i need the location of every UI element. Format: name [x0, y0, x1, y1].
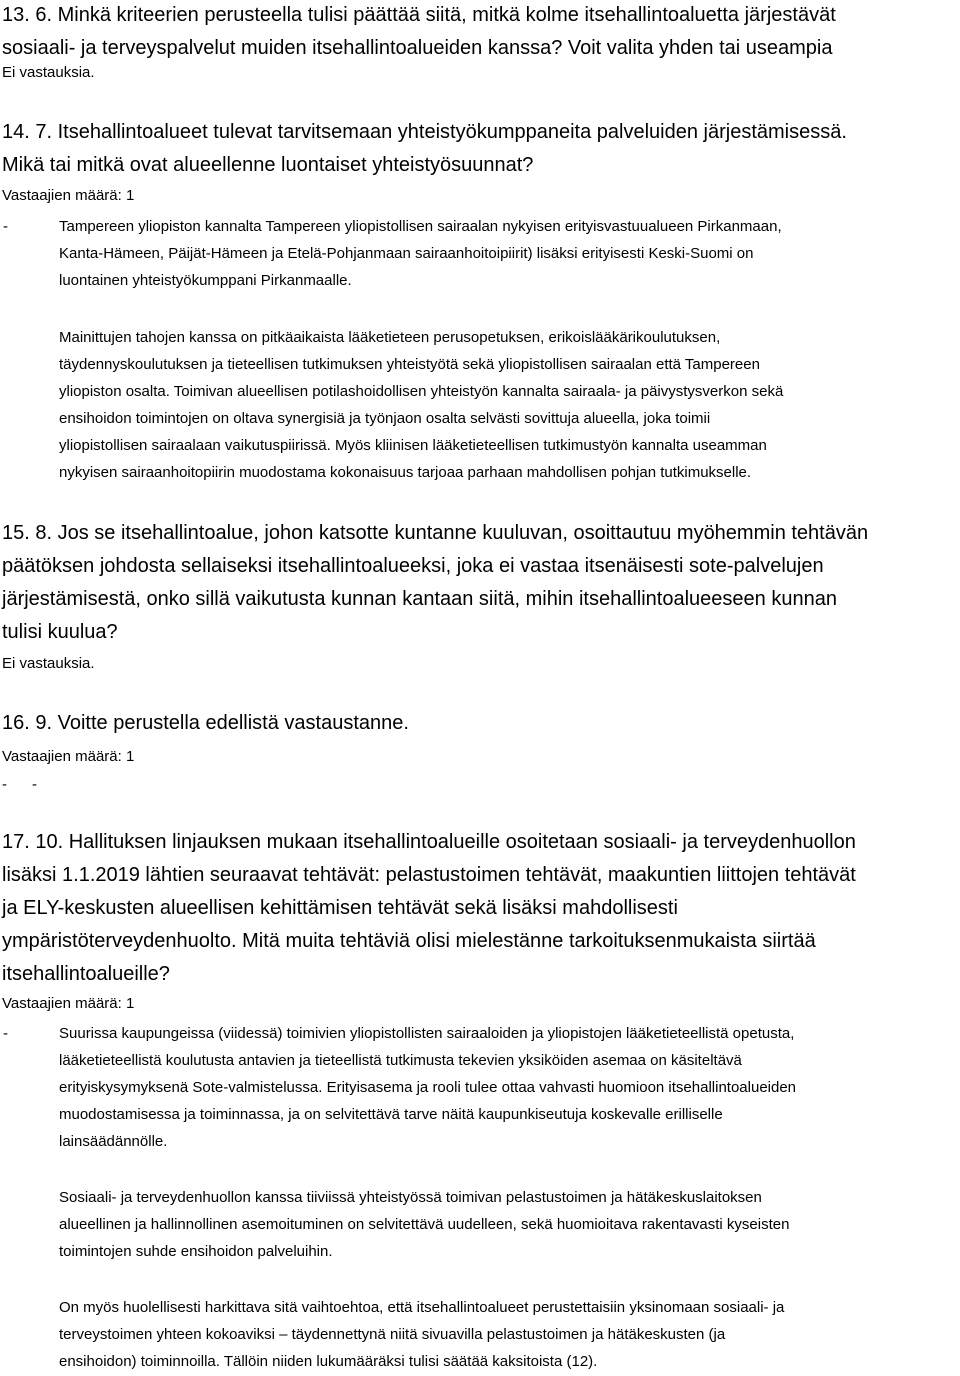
answer-line: Mainittujen tahojen kanssa on pitkäaikaista lääketieteen perusopetuksen, erikoislääkärikoulutuksen,: [59, 329, 721, 346]
answer-line: terveystoimen yhteen kokoaviksi – täydennettynä niitä sivuavilla pelastustoimen ja hätäkeskusten (ja: [59, 1326, 726, 1343]
question-line: 16. 9. Voitte perustella edellistä vastaustanne.: [2, 712, 409, 734]
answer-line: Suurissa kaupungeissa (viidessä) toimivien yliopistollisten sairaaloiden ja yliopistojen lääketieteellistä opetusta,: [59, 1025, 795, 1042]
question-15-heading: [2, 517, 952, 649]
answer-line: ensihoidon) toiminnoilla. Tällöin niiden lukumääräksi tulisi säätää kaksitoista (12).: [59, 1353, 598, 1370]
answer-line: yliopiston osalta. Toimivan alueellisen potilashoidollisen yhteistyön kannalta sairaala- ja päivystysverkon sekä: [59, 383, 784, 400]
answer-paragraph: [59, 1020, 796, 1155]
question-line: ympäristöterveydenhuolto. Mitä muita tehtäviä olisi mielestänne tarkoituksenmukaista siirtää: [2, 930, 816, 952]
question-line: päätöksen johdosta sellaiseksi itsehallintoalueeksi, joka ei vastaa itsenäisesti sote-palvelujen: [2, 555, 824, 577]
answer-line: nykyisen sairaanhoitopiirin muodostama kokonaisuus tarjoaa parhaan mahdollisen pohjan tutkimukselle.: [59, 464, 752, 481]
answer-paragraph: [59, 213, 782, 294]
answer-line: ensihoidon toimintojen on oltava synergisiä ja työnjaon osalta selvästi sovittuja alueella, joka toimii: [59, 410, 711, 427]
question-line: ja ELY-keskusten alueellisen kehittämisen tehtävät sekä lisäksi mahdollisesti: [2, 897, 678, 919]
respondent-count: Vastaajien määrä: 1: [2, 995, 135, 1012]
empty-answer: - -: [2, 776, 37, 793]
answer-dash: -: [3, 218, 8, 235]
question-line: tulisi kuulua?: [2, 621, 118, 643]
answer-line: yliopistollisen sairaalaan vaikutuspiirissä. Myös kliinisen lääketieteellisen tutkimustyön kannalta useamman: [59, 437, 767, 454]
respondent-count: Vastaajien määrä: 1: [2, 748, 135, 765]
answer-line: On myös huolellisesti harkittava sitä vaihtoehtoa, että itsehallintoalueet perustettaisiin yksinomaan sosiaali- ja: [59, 1299, 785, 1316]
answer-line: lainsäädännölle.: [59, 1133, 168, 1150]
answer-paragraph: [59, 1294, 784, 1375]
question-line: Mikä tai mitkä ovat alueellenne luontaiset yhteistyösuunnat?: [2, 154, 534, 176]
no-answers-status: Ei vastauksia.: [2, 64, 95, 81]
answer-line: Tampereen yliopiston kannalta Tampereen yliopistollisen sairaalan nykyisen erityisvastuualueen Pirkanmaan,: [59, 218, 782, 235]
answer-line: muodostamisessa ja toiminnassa, ja on selvitettävä tarve näitä kaupunkiseutuja koskevalle erilliselle: [59, 1106, 723, 1123]
no-answers-status: Ei vastauksia.: [2, 655, 95, 672]
question-13-heading: [2, 0, 952, 65]
question-line: 13. 6. Minkä kriteerien perusteella tulisi päättää siitä, mitkä kolme itsehallintoaluetta järjestävät: [2, 4, 836, 26]
answer-paragraph: [59, 324, 783, 486]
question-line: 14. 7. Itsehallintoalueet tulevat tarvitsemaan yhteistyökumppaneita palveluiden järjestämisessä.: [2, 121, 847, 143]
question-line: lisäksi 1.1.2019 lähtien seuraavat tehtävät: pelastustoimen tehtävät, maakuntien liittojen tehtävät: [2, 864, 856, 886]
question-line: 15. 8. Jos se itsehallintoalue, johon katsotte kuntanne kuuluvan, osoittautuu myöhemmin tehtävän: [2, 522, 869, 544]
answer-line: erityiskysymyksenä Sote-valmistelussa. Erityisasema ja rooli tulee ottaa vahvasti huomioon itsehallintoalueiden: [59, 1079, 797, 1096]
answer-line: luontainen yhteistyökumppani Pirkanmaalle.: [59, 272, 352, 289]
answer-paragraph: [59, 1184, 789, 1265]
answer-line: Sosiaali- ja terveydenhuollon kanssa tiiviissä yhteistyössä toimivan pelastustoimen ja hätäkeskuslaitoksen: [59, 1189, 762, 1206]
respondent-count: Vastaajien määrä: 1: [2, 187, 135, 204]
question-line: itsehallintoalueille?: [2, 963, 170, 985]
answer-dash: -: [3, 1025, 8, 1042]
answer-line: täydennyskoulutuksen ja tieteellisen tutkimuksen yhteistyötä sekä yliopistollisen sairaalan että Tampereen: [59, 356, 760, 373]
question-16-heading: [2, 707, 952, 740]
question-14-heading: [2, 116, 952, 182]
answer-line: alueellinen ja hallinnollinen asemoituminen on selvitettävä uudelleen, sekä huomioitava rakentavasti kyseisten: [59, 1216, 790, 1233]
answer-line: toimintojen suhde ensihoidon palveluihin.: [59, 1243, 333, 1260]
question-line: sosiaali- ja terveyspalvelut muiden itsehallintoalueiden kanssa? Voit valita yhden tai useampia: [2, 37, 833, 59]
question-17-heading: [2, 826, 952, 991]
answer-line: lääketieteellistä koulutusta antavien ja tieteellistä tutkimusta tekevien yksiköiden asemaa on käsiteltävä: [59, 1052, 742, 1069]
answer-line: Kanta-Hämeen, Päijät-Hämeen ja Etelä-Pohjanmaan sairaanhoitoipiirit) lisäksi erityisesti Keski-Suomi on: [59, 245, 754, 262]
question-line: järjestämisestä, onko sillä vaikutusta kunnan kantaan siitä, mihin itsehallintoalueeseen kunnan: [2, 588, 837, 610]
question-line: 17. 10. Hallituksen linjauksen mukaan itsehallintoalueille osoitetaan sosiaali- ja terveydenhuollon: [2, 831, 856, 853]
